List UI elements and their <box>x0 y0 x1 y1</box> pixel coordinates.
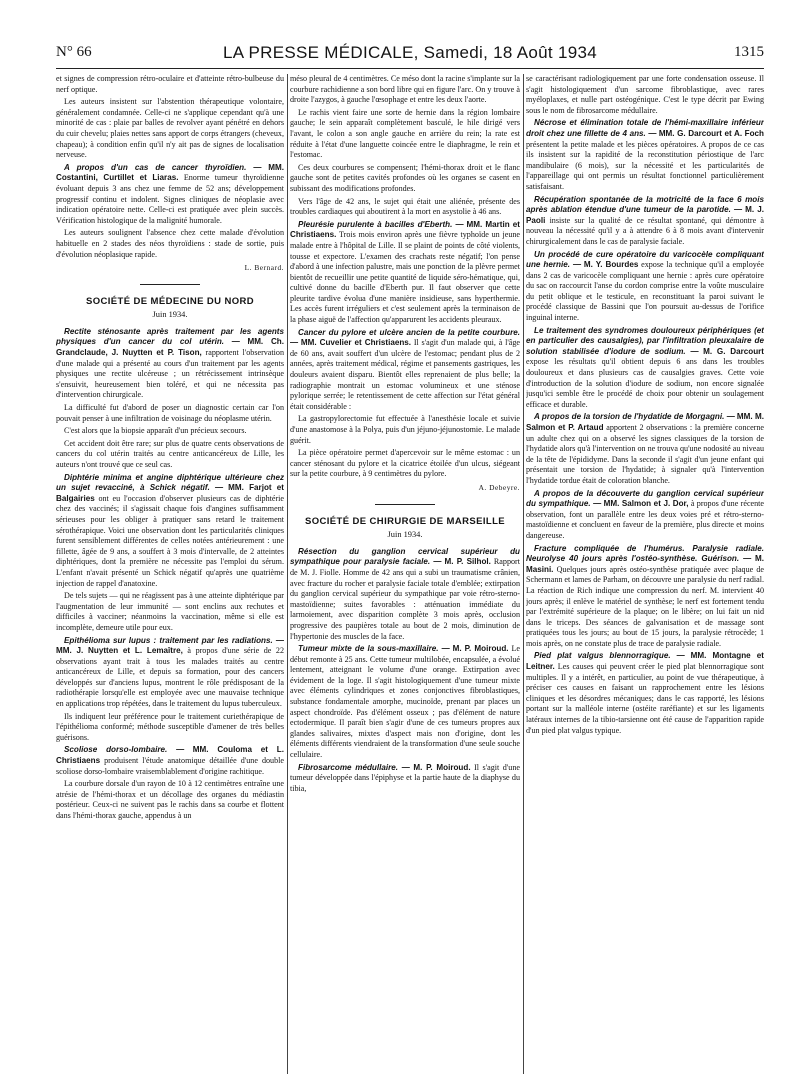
article-paragraph <box>526 544 764 650</box>
article-authors: M. Masini. <box>526 554 764 574</box>
article-title: Epithélioma sur lupus : traitement par les radiations. — <box>64 635 284 645</box>
article-title: Fibrosarcome médullaire. — <box>298 762 410 772</box>
article-authors: MM. M. Salmon et P. Artaud <box>526 412 764 432</box>
article-paragraph <box>526 489 764 542</box>
body-paragraph <box>56 426 284 437</box>
paragraph-text: présentent la petite malade et les pièces opératoires. A propos de ce cas ils insistent sur la rapidité de la reconstitution périostique de l'arc mandibulaire (6 mois), sur la nécessité et les particularités de l'appareillage qui ont permis un résultat fonctionnel particulièrement satisfaisant. <box>526 139 764 191</box>
page-number: 1315 <box>734 44 764 60</box>
article-authors: MM. Montagne et Leitner. <box>526 651 764 672</box>
article-authors: MM. Martin et Christiaens. <box>290 219 520 240</box>
paragraph-text: Trois mois environ après une fièvre typhoïde un jeune malade entre à l'hôpital de Lille. Il se plaint de points de côté violents, tousse et expectore. L'examen des crachats reste négatif; l'on pense d'abord à une infection palustre, mais une ponction de la plèvre permet bientôt de recueillir une petite quantité de liquide séro-hématique, qui, cultivé donne du bacille d'Eberth pur. Il faut observer que cette pleurite tardive évolua d'une manière insidieuse, sans hyperthermie. Les accès furent irréguliers et c'est seulement après la terminaison de la phase aiguë de l'affection qu'apparurent les accidents pleuraux. <box>290 230 520 325</box>
paragraph-text: La pièce opératoire permet d'apercevoir sur le même estomac : un cancer sténosant du pylore et la cicatrice étoilée d'un ulcus, siégeant sur la petite courbure, à 9 centimètres du pylore. <box>290 448 520 479</box>
article-paragraph <box>526 326 764 411</box>
paragraph-text: La courbure dorsale d'un rayon de 10 à 12 centimètres entraîne une atrésie de l'hémi-thorax et un décollage des organes du médiastin postérieur. Ceux-ci ne suivent pas le rachis dans sa courbe et flottent dans l'hémi-thorax gauche, appendus à un <box>56 779 284 820</box>
issue-number: N° 66 <box>56 44 92 60</box>
paragraph-text: rapportent l'observation d'une malade qui a présenté au cours d'un traitement par les agents physiques une rectite ulcéreuse ; un rétrécissement intrinsèque s'ensuivit, heureusement bien toléré, et qui ne nécessita pas d'intervention chirurgicale. <box>56 348 284 400</box>
article-authors: MM. Cuvelier et Christiaens. <box>300 338 412 348</box>
article-paragraph <box>526 118 764 192</box>
paragraph-text: Vers l'âge de 42 ans, le sujet qui était une aliénée, présente des troubles cardiaques qui aboutirent à la mort en asystolie à 46 ans. <box>290 196 520 217</box>
article-paragraph <box>290 763 520 795</box>
article-paragraph <box>290 328 520 413</box>
column-1 <box>56 74 284 1074</box>
article-paragraph <box>56 745 284 777</box>
paragraph-text: méso pleural de 4 centimètres. Ce méso dont la racine s'implante sur la courbure rachidienne a son bord libre qui en figure l'arc. On y trouve à droite l'azygos, à gauche l'œsophage et entre les deux l'aorte. <box>290 74 520 105</box>
article-paragraph <box>526 195 764 248</box>
paragraph-text: Ces deux courbures se compensent; l'hémi-thorax droit et le flanc gauche sont de petites cavités profondes où les organes se casent en subissant des modifications profondes. <box>290 162 520 193</box>
article-authors: MM. Farjot et Balgairies <box>56 483 284 503</box>
society-session-date: Juin 1934. <box>387 530 423 540</box>
paragraph-text: expose la technique qu'il a employée dans 2 cas de varicocèle compliquant une hernie : après cure opératoire du sac on raccourcit l'anse du cordon comprise entre la voûte musculaire du petit oblique et le testicule, en reconstituant la paroi suivant le procédé classique de Bassini que l'on poursuit au-dessus de l'orifice inguinal interne. <box>526 260 764 323</box>
article-title: Cancer du pylore et ulcère ancien de la petite courbure. — <box>290 327 520 348</box>
article-paragraph <box>290 547 520 642</box>
article-paragraph <box>526 250 764 324</box>
article-title: Récupération spontanée de la motricité de la face 6 mois après ablation étendue d'une tumeur de la parotide. — <box>526 194 764 215</box>
article-title: Pleurésie purulente à bacilles d'Eberth. — <box>298 219 464 229</box>
article-authors: M. Y. Bourdes <box>583 260 639 270</box>
column-2 <box>290 74 520 1074</box>
article-authors: MM. Costantini, Curtillet et Liaras. <box>56 162 284 183</box>
society-heading: SOCIÉTÉ DE CHIRURGIE DE MARSEILLE <box>304 515 506 527</box>
paragraph-text: et signes de compression rétro-oculaire et d'atteinte rétro-bulbeuse du nerf optique. <box>56 74 284 94</box>
paragraph-text: La gastropylorectomie fut effectuée à l'anesthésie locale et suivie d'une anastomose à la Polya, puis d'un jéjuno-jéjunostomie. Le malade guérit. <box>290 414 520 445</box>
article-title: Diphtérie minima et angine diphtérique ultérieure chez un sujet revacciné, à Schick négatif. — <box>56 472 284 493</box>
article-authors: MM. Couloma et L. Christiaens <box>56 745 284 766</box>
paragraph-text: Il s'agit d'une tumeur développée dans l'épiphyse et la partie haute de la diaphyse du tibia, <box>290 762 520 793</box>
body-paragraph <box>290 163 520 195</box>
article-paragraph <box>56 636 284 710</box>
paragraph-text: Il s'agit d'un malade qui, à l'âge de 60 ans, avait souffert d'un ulcère de l'estomac; pendant plus de 2 années, après traitement médical, régime et pansements gastriques, les douleurs avaient disparu. Bientôt elles reprenaient de plus belle; la radiographie montrait un estomac volumineux et une sténose pylorique serrée; le retentissement de cette affection sur l'état général était considérable : <box>290 338 520 411</box>
body-paragraph <box>56 97 284 161</box>
paragraph-text: ont eu l'occasion d'observer plusieurs cas de diphtérie chez des vaccinés; il s'agissait chaque fois d'angines suffisamment sérieuses pour les obliger à pratiquer sans retard le traitement sérothérapique. Voici une observation dont les particularités cliniques furent sensiblement différentes de celles notées antérieurement : une fillette, âgée de 9 ans, a souffert à 3 mois d'intervalle, de 2 atteintes diphtériques, dont la première ne nécessite pas l'emploi du sérum. L'enfant n'avait présenté un Schick négatif qu'après une quatrième injection de rappel d'anatoxine. <box>56 493 284 588</box>
body-paragraph <box>56 403 284 424</box>
article-paragraph <box>526 412 764 486</box>
article-paragraph <box>56 473 284 590</box>
article-paragraph <box>526 651 764 736</box>
body-paragraph <box>526 74 764 116</box>
article-paragraph <box>290 220 520 326</box>
article-authors: MM. Ch. Grandclaude, J. Nuytten et P. Tison, <box>56 337 284 358</box>
journal-title-line <box>56 43 764 63</box>
article-authors: MM. G. Darcourt et A. Foch <box>658 128 764 138</box>
paragraph-text: à propos d'une série de 22 observations ayant trait à tous les malades traités au centre anticancéreux de Lille, et depuis sa formation, pour des cancers développés sur d'anciens lupus, montrent le rôle prédisposant de la radiothérapie lorsqu'elle est employée avec une mauvaise technique en applications trop répétées, dans le traitement du lupus tuberculeux. <box>56 646 284 709</box>
paragraph-text: à propos d'une récente observation, font un parallèle entre les deux voies pré et rétro-sterno-mastoïdienne et concluent en faveur de la première, plus directe et moins dangereuse. <box>526 499 764 540</box>
journal-title: LA PRESSE MÉDICALE, <box>223 43 419 62</box>
paragraph-text: La difficulté fut d'abord de poser un diagnostic certain car l'on pouvait penser à une infiltration de voisinage du néoplasme utérin. <box>56 403 284 423</box>
article-title: Pied plat valgus blennorragique. — <box>534 651 685 661</box>
article-authors: M. P. Moiroud. <box>413 762 471 772</box>
paragraph-text: apportent 2 observations : la première concerne un adulte chez qui on a observé les signes classiques de la torsion de l'hydatide alors qu'à l'intervention on ne trouva qu'une nodosité au niveau de la tête de l'épididyme. Dans la seconde il s'agit d'un jeune enfant qui présentait une torsion de l'hydatide; à signaler qu'à l'intervention l'hydatide tordue était de coloration blanche. <box>526 423 764 485</box>
body-paragraph <box>56 779 284 821</box>
body-paragraph <box>290 414 520 446</box>
article-authors: M. P. Moiroud. <box>452 644 509 654</box>
article-authors: MM. Salmon et J. Dor, <box>603 499 689 509</box>
article-title: Le traitement des syndromes douloureux périphériques (et en particulier des causalgies), par l'infiltration pleuxalaire de solution stabilisée d'iodure de sodium. — <box>526 325 764 356</box>
article-title: Rectite sténosante après traitement par les agents physiques d'un cancer du col utérin. — <box>56 326 284 347</box>
article-authors: M. G. Darcourt <box>703 346 764 356</box>
article-title: Scoliose dorso-lombaire. — <box>64 745 185 755</box>
paragraph-text: Les auteurs insistent sur l'abstention thérapeutique volontaire, généralement condamnée. Celle-ci ne s'applique cependant qu'à une minorité de cas : plaie par balles de revolver ayant pénétré en dehors du cuir chevelu; plaies nettes sans apport de corps étrangers (cheveux, chapeau); à condition enfin qu'il n'y ait pas de signes de localisation nerveuse. <box>56 97 284 160</box>
header-rule <box>56 68 764 69</box>
article-title: Résection du ganglion cervical supérieur du sympathique pour paralysie faciale. — <box>290 546 520 567</box>
column-divider <box>287 74 288 1074</box>
body-paragraph <box>290 197 520 218</box>
paragraph-text: insiste sur la qualité de ce résultat spontané, qui démontre à nouveau la nécessité qu'il y a à attendre 6 à 8 mois avant d'intervenir chirurgicalement dans le cas de paralysie faciale. <box>526 215 764 246</box>
report-signature: L. Bernard. <box>244 263 284 273</box>
section-divider <box>140 284 200 285</box>
body-paragraph <box>56 74 284 95</box>
article-paragraph <box>56 327 284 401</box>
society-session-date: Juin 1934. <box>152 310 188 320</box>
paragraph-text: Le début remonte à 25 ans. Cette tumeur multilobée, encapsulée, a évolué lentement, atteignant le volume d'une orange. Extirpation avec évidement de la loge. Il s'agit histologiquement d'une tumeur mixte avec éléments cylindriques et zones conjonctives fibroblastiques, substance fondamentale amorphe, mucinoïde, prenant par places un aspect chondroïde. Pas d'élément osseux ; pas d'élément de nature ectodermique. Il paraît bien s'agir d'une de ces tumeurs propres aux glandes salivaires, mixtes d'aspect mais non d'origine, dont les éléments différents viendraient de la transformation d'une seule souche cellulaire. <box>290 644 520 760</box>
article-paragraph <box>290 644 520 761</box>
section-divider <box>375 504 435 505</box>
paragraph-text: Quelques jours après ostéo-synthèse pratiquée avec plaque de Schermann et lames de Parham, on découvre une paralysie du nerf radial. La réaction de Rich indique une compression du nerf. M. intervient 40 jours après; il enlève le matériel de synthèse; le nerf est fortement tendu par l'extrémité supérieure de la plaque; on le libère; on lui fait un nid dans le triceps. Des séances de galvanisation et de massage sont pratiquées tous les jours; au bout de 15 jours, la paralysie rétrocède; 1 mois après, on ne constate plus de trace de paralysie radiale. <box>526 564 764 648</box>
paragraph-text: C'est alors que la biopsie apparaît d'un précieux secours. <box>64 426 247 436</box>
body-paragraph <box>56 228 284 260</box>
page-header <box>56 40 764 64</box>
paragraph-text: Les causes qui peuvent créer le pied plat blennorragique sont multiples. Il y a intérêt, en particulier, au point de vue thérapeutique, à préciser ces causes en faisant un rapprochement entre les lésions cliniques et les désordres mécaniques; dans le cas rapporté, les lésions portant sur la malléole interne (ostéite raréfiante) et sur les ligaments latéraux internes de la tibio-tarsienne ont été cause de l'apparition rapide d'un pied plat valgus typique. <box>526 662 764 735</box>
column-3 <box>526 74 764 1074</box>
paragraph-text: se caractérisant radiologiquement par une forte condensation osseuse. Il s'agit histologiquement d'un sarcome fibroblastique, avec rares myéloplaxes, et nulle part ostéogénique. C'est le type décrit par Ewing sous le nom de fibrosarcome médullaire. <box>526 74 764 115</box>
paragraph-text: Rapport de M. J. Fiolle. Homme de 42 ans qui a subi un traumatisme crânien, avec fracture du rocher et paralysie faciale totale d'emblée; extirpation du ganglion cervical supérieur du sympathique par voie rétro-sterno-mastoïdienne; suites favorables : atténuation immédiate du larmoiement, avec disparition complète 3 mois après, occlusion progressive des paupières totale au bout de 2 mois, diminution de l'hypertonie des muscles de la face. <box>290 557 520 641</box>
body-paragraph <box>56 712 284 744</box>
paragraph-text: expose les résultats qu'il obtient depuis 6 ans dans les troubles douloureux et dans plusieurs cas de causalgies graves. Cette voie d'introduction de la solution d'iodure de sodium, non encore signalée jusqu'ici semble être le procédé de choix pour obtenir un soulagement efficace et durable. <box>526 357 764 409</box>
article-title: A propos de la torsion de l'hydatide de Morgagni. — <box>534 412 735 422</box>
article-title: Tumeur mixte de la sous-maxillaire. — <box>298 644 450 654</box>
article-title: A propos d'un cas de cancer thyroïdien. — <box>64 162 262 172</box>
paragraph-text: De tels sujets — qui ne réagissent pas à une atteinte diphtérique par l'augmentation de leur immunité — sont enclins aux rechutes et difficiles à vacciner; néanmoins la vaccination, même si elle est incomplète, demeure utile pour eux. <box>56 591 284 632</box>
body-paragraph <box>290 108 520 161</box>
body-paragraph <box>290 448 520 480</box>
article-authors: M. P. Silhol. <box>444 557 491 567</box>
paragraph-text: Les auteurs soulignent l'absence chez cette malade d'évolution habituelle en 2 stades des néos thyroïdiens : stade de sortie, puis d'évolution néoplasique rapide. <box>56 228 284 259</box>
body-paragraph <box>56 439 284 471</box>
body-paragraph <box>290 74 520 106</box>
article-authors: M. J. Paoli <box>526 205 764 225</box>
society-heading: SOCIÉTÉ DE MÉDECINE DU NORD <box>85 295 255 307</box>
paragraph-text: Le rachis vient faire une sorte de hernie dans la région lombaire gauche; le sein apparaît complètement basculé, le hile dirigé vers l'avant, le colon a son angle gauche en arrière du rein; la rate est réduite à l'état d'une languette coincée entre le diaphragme, le rein et l'estomac. <box>290 107 520 160</box>
body-paragraph <box>56 591 284 633</box>
article-title: Nécrose et élimination totale de l'hémi-maxillaire inférieur droit chez une fillette de 4 ans. — <box>526 118 764 138</box>
article-title: Fracture compliquée de l'humérus. Paralysie radiale. Neurolyse 40 jours après l'ostéo-synthèse. Guérison. — <box>526 543 764 564</box>
issue-date: Samedi, 18 Août 1934 <box>423 43 597 62</box>
paragraph-text: Enorme tumeur thyroïdienne évoluant depuis 3 ans chez une femme de 52 ans; développement progressif continu et indolent. Signes cliniques de néoplasie avec indication opératoire nette. Celle-ci est pratiquée avec plein succès. Vérification histologique de la malignité humorale. <box>56 173 284 225</box>
paragraph-text: Cet accident doit être rare; sur plus de quatre cents observations de cancers du col utérin traités au centre anticancéreux de Lille, les auteurs n'ont trouvé que ce seul cas. <box>56 438 284 469</box>
paragraph-text: Ils indiquent leur préférence pour le traitement curiethérapique de l'épithélioma conformé; méthode susceptible d'amener de très belles guérisons. <box>56 711 284 742</box>
paragraph-text: produisent l'étude anatomique détaillée d'une double scoliose dorso-lombaire vraisemblablement d'origine rachitique. <box>56 756 284 776</box>
article-authors: MM. J. Nuytten et L. Lemaître, <box>56 646 183 656</box>
column-divider <box>523 74 524 1074</box>
article-title: A propos de la découverte du ganglion cervical supérieur du sympathique. — <box>526 488 764 509</box>
article-title: Un procédé de cure opératoire du varicocèle compliquant une hernie. — <box>526 249 764 270</box>
report-signature: A. Debeyre. <box>478 482 520 492</box>
article-paragraph <box>56 163 284 227</box>
